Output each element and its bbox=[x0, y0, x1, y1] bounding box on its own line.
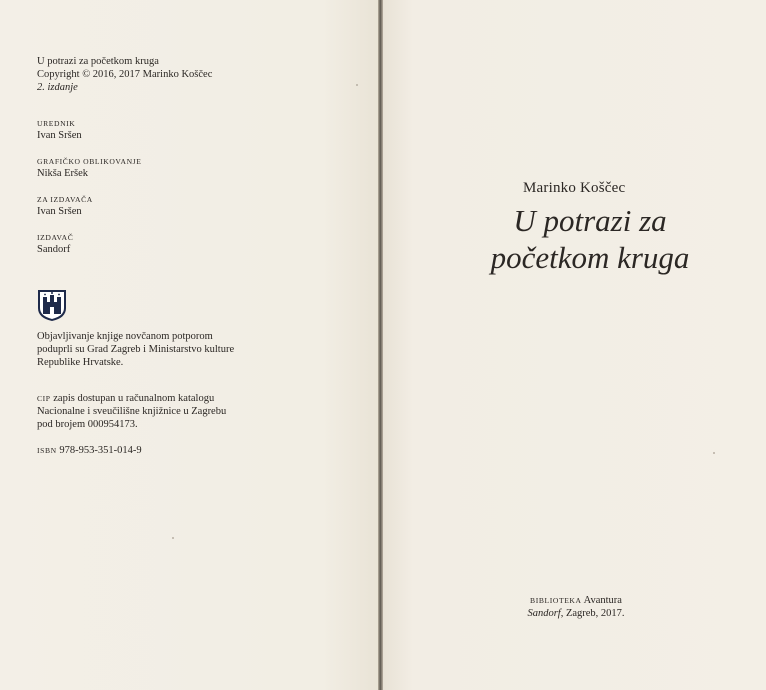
credit-for-publisher bbox=[37, 194, 93, 218]
author-name: Marinko Koščec bbox=[523, 180, 626, 196]
cip-line: pod brojem 000954173. bbox=[37, 419, 138, 430]
book-title-line: U potrazi za početkom kruga bbox=[37, 56, 159, 67]
series-line bbox=[470, 594, 682, 607]
credit-design bbox=[37, 156, 141, 180]
funding-notice bbox=[37, 330, 234, 369]
paper-speck bbox=[356, 84, 358, 86]
credit-role: IZDAVAČ bbox=[37, 233, 74, 242]
paper-speck bbox=[172, 537, 174, 539]
credit-role: ZA IZDAVAČA bbox=[37, 195, 93, 204]
credit-name: Ivan Sršen bbox=[37, 206, 82, 217]
book-gutter bbox=[378, 0, 383, 690]
cip-notice bbox=[37, 392, 226, 431]
edition-line: 2. izdanje bbox=[37, 82, 78, 93]
cip-line bbox=[37, 392, 226, 405]
funding-line: Republike Hrvatske. bbox=[37, 357, 124, 368]
right-page bbox=[382, 0, 766, 690]
credit-name: Sandorf bbox=[37, 244, 71, 255]
title-line-2: početkom kruga bbox=[490, 240, 690, 275]
cip-text: zapis dostupan u računalnom katalogu bbox=[50, 393, 215, 404]
series-name: Avantura bbox=[581, 595, 622, 606]
cip-line: Nacionalne i sveučilišne knjižnice u Zagrebu bbox=[37, 406, 227, 417]
funding-line: poduprli su Grad Zagreb i Ministarstvo kulture bbox=[37, 344, 235, 355]
credit-role: GRAFIČKO OBLIKOVANJE bbox=[37, 157, 142, 166]
cip-label: CIP bbox=[37, 394, 51, 403]
place-year: , Zagreb, 2017. bbox=[560, 608, 625, 619]
credit-editor bbox=[37, 118, 82, 142]
imprint-block bbox=[470, 594, 682, 620]
isbn-label: ISBN bbox=[37, 446, 57, 455]
credit-role: UREDNIK bbox=[37, 119, 76, 128]
funding-line: Objavljivanje knjige novčanom potporom bbox=[37, 331, 213, 342]
series-label: BIBLIOTEKA bbox=[530, 596, 582, 605]
isbn-number: 978-953-351-014-9 bbox=[56, 445, 142, 456]
paper-speck bbox=[713, 452, 715, 454]
credit-name: Nikša Eršek bbox=[37, 168, 89, 179]
isbn-line bbox=[37, 444, 142, 457]
title-info-block bbox=[37, 55, 212, 94]
title-line-1: U potrazi za bbox=[513, 203, 667, 238]
credit-name: Ivan Sršen bbox=[37, 130, 82, 141]
publisher-name: Sandorf bbox=[527, 608, 561, 619]
credit-publisher bbox=[37, 232, 73, 256]
book-title bbox=[440, 202, 740, 276]
publisher-line bbox=[470, 607, 682, 620]
zagreb-coat-of-arms-icon bbox=[37, 288, 67, 322]
copyright-line: Copyright © 2016, 2017 Marinko Koščec bbox=[37, 69, 213, 80]
